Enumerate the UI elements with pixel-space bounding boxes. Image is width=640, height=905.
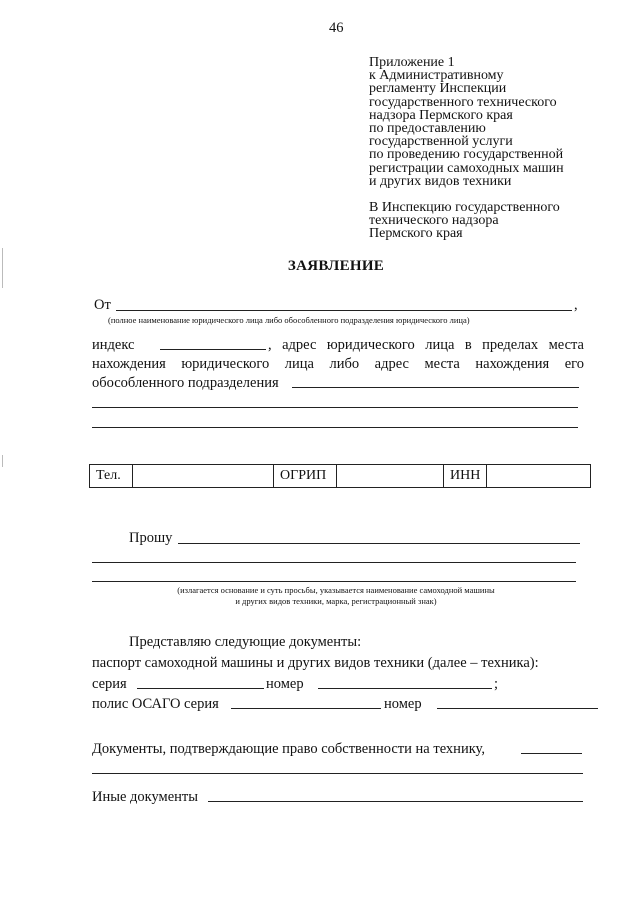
ogrip-label: ОГРИП (274, 465, 337, 488)
other-docs-label: Иные документы (92, 789, 199, 805)
request-hint-line-2: и других видов техники, марка, регистрационный знак) (235, 596, 437, 606)
semicolon: ; (494, 676, 499, 692)
ownership-label: Документы, подтверждающие право собственности на технику, (92, 741, 485, 757)
number-label: номер (266, 676, 304, 692)
appendix-line: и других видов техники (369, 173, 512, 189)
from-input-line[interactable] (116, 310, 572, 311)
passport-line: паспорт самоходной машины и других видов техники (далее – техника): (92, 655, 539, 671)
request-input-line-1[interactable] (178, 543, 580, 544)
address-input-line-2[interactable] (92, 407, 578, 408)
from-label: От (94, 297, 111, 313)
appendix-line: регламенту Инспекции (369, 81, 507, 97)
index-label: индекс (92, 337, 135, 353)
appendix-line: государственного технического (369, 94, 557, 110)
osago-series-input-line[interactable] (231, 708, 381, 709)
page-number: 46 (329, 20, 344, 36)
address-line-3-text: обособленного подразделения (92, 375, 279, 391)
scan-margin-mark (2, 455, 3, 467)
request-label: Прошу (129, 530, 173, 546)
addressee-line: Пермского края (369, 226, 463, 242)
addressee-block (369, 201, 560, 241)
document-title: ЗАЯВЛЕНИЕ (287, 258, 385, 274)
ownership-input-line-1[interactable] (521, 753, 582, 754)
index-input-line[interactable] (160, 349, 266, 350)
phone-label: Тел. (90, 465, 133, 488)
inn-label: ИНН (444, 465, 487, 488)
appendix-line: надзора Пермского края (369, 107, 513, 123)
appendix-line: Приложение 1 (369, 55, 455, 70)
appendix-block (369, 56, 564, 188)
series-input-line[interactable] (137, 688, 264, 689)
request-hint-line-1: (излагается основание и суть просьбы, указывается наименование самоходной машины (177, 585, 495, 595)
addressee-line: технического надзора (369, 213, 499, 229)
address-input-line-1[interactable] (292, 387, 579, 388)
series-label: серия (92, 676, 127, 692)
appendix-line: регистрации самоходных машин (369, 160, 564, 176)
osago-label: полис ОСАГО серия (92, 696, 219, 712)
appendix-line: к Административному (369, 68, 504, 84)
appendix-line: государственной услуги (369, 134, 513, 150)
appendix-line: по проведению государственной (369, 147, 564, 163)
ownership-input-line-2[interactable] (92, 773, 583, 774)
osago-number-input-line[interactable] (437, 708, 598, 709)
address-line-2-text: нахождения юридического лица либо адрес места нахождения его (92, 356, 584, 372)
from-hint: (полное наименование юридического лица либо обособленного подразделения юридического лица) (108, 315, 470, 325)
phone-field[interactable] (133, 465, 274, 488)
request-input-line-3[interactable] (92, 581, 576, 582)
osago-number-label: номер (384, 696, 422, 712)
inn-field[interactable] (487, 465, 591, 488)
request-input-line-2[interactable] (92, 562, 576, 563)
documents-intro: Представляю следующие документы: (129, 634, 362, 650)
from-comma: , (574, 297, 578, 313)
addressee-line: В Инспекцию государственного (369, 200, 560, 215)
number-input-line[interactable] (318, 688, 492, 689)
codes-table (89, 464, 591, 488)
address-input-line-3[interactable] (92, 427, 578, 428)
other-docs-input-line[interactable] (208, 801, 583, 802)
ogrip-field[interactable] (337, 465, 444, 488)
address-line-1-text: , адрес юридического лица в пределах места (268, 337, 584, 353)
appendix-line: по предоставлению (369, 121, 486, 137)
